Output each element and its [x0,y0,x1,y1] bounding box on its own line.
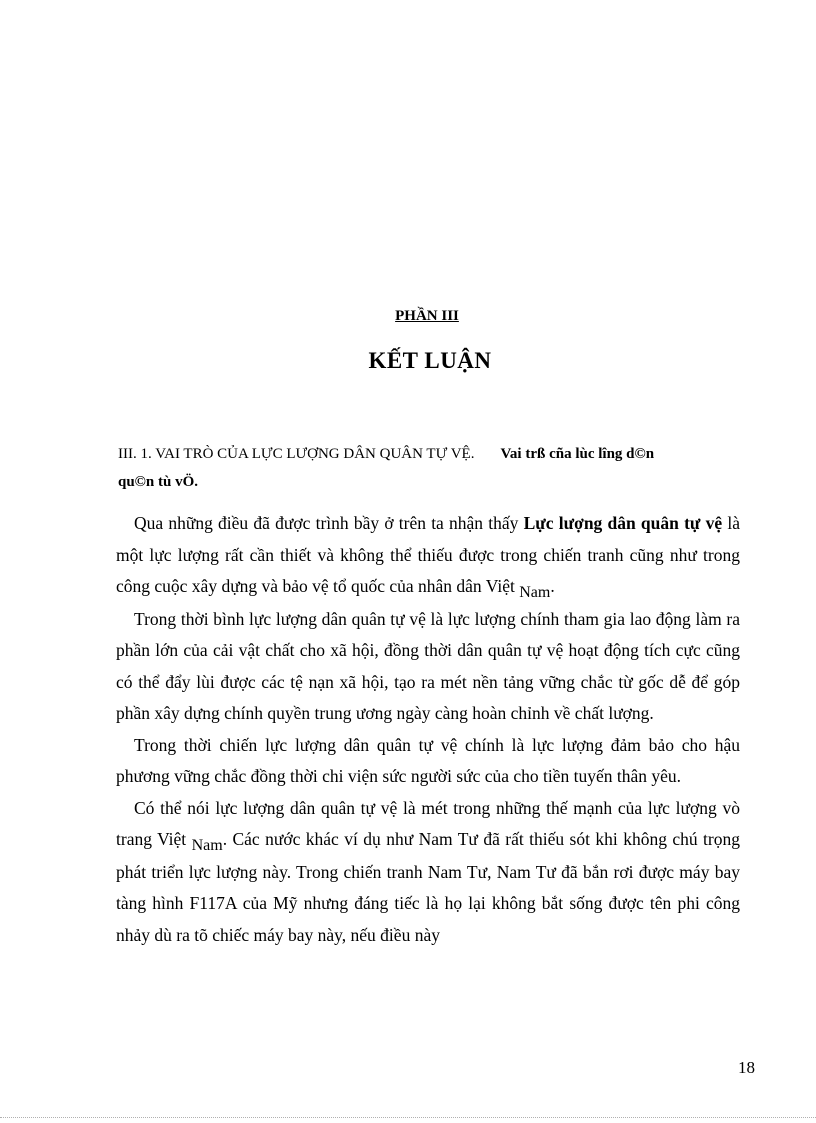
section-title-garbled-b: qu©n tù vÖ. [118,474,198,490]
paragraph-1-text-b: là một lực lượng rất cần thiết và không thể thiếu được trong chiến tranh cũng như trong công cuộc xây dựng và bảo vệ tổ quốc của nhân dân Việt [116,513,740,596]
paragraph-4 [116,793,740,952]
paragraph-1 [116,508,740,604]
paragraph-3: Trong thời chiến lực lượng dân quân tự vệ chính là lực lượng đảm bảo cho hậu phương vững chắc đồng thời chi viện sức người sức của cho tiền tuyến thân yêu. [116,734,740,786]
paragraph-1-end: . [550,576,555,596]
section-heading [118,440,740,496]
paragraph-4-text-a: Có thể nói lực lượng dân quân tự vệ là mét trong những thế mạnh của lực lượng vò trang Việt [116,797,740,849]
paragraph-1-bold: Lực lượng dân quân tự vệ [523,513,723,533]
page-number: 18 [738,1058,755,1077]
paragraph-4-text-b: . Các nước khác ví dụ như Nam Tư đã rất thiếu sót khi không chú trọng phát triển lực lượng này. Trong chiến tranh Nam Tư, Nam Tư đã bắn rơi được máy bay tàng hình F117A của Mỹ nhưng đáng tiếc là họ lại không bắt sống được tên phi công nhảy dù ra tõ chiếc máy bay này, nếu điều này [116,829,740,945]
paragraph-1-text-a: Qua những điều đã được trình bầy ở trên ta nhận thấy [134,513,524,533]
body-text [116,508,740,951]
bottom-divider [0,1117,816,1118]
paragraph-4-subscript: Nam [191,837,223,854]
paragraph-2: Trong thời bình lực lượng dân quân tự vệ là lực lượng chính tham gia lao động làm ra phần lớn của cải vật chất cho xã hội, đồng thời dân quân tự vệ hoạt động tích cực cũng có thể đẩy lùi được các tệ nạn xã hội, tạo ra mét nền tảng vững chắc từ gốc dễ để góp phần xây dựng chính quyền trung ương ngày càng hoàn chỉnh về chất lượng. [116,608,740,723]
paragraph-1-subscript: Nam [519,584,551,601]
part-label: PHẦN III [395,308,459,324]
chapter-title: KẾT LUẬN [368,348,492,373]
section-title-garbled-a: Vai trß cña lùc lîng d©n [500,446,655,462]
section-title: III. 1. VAI TRÒ CỦA LỰC LƯỢNG DÂN QUÂN TỰ VỆ. [118,446,475,462]
